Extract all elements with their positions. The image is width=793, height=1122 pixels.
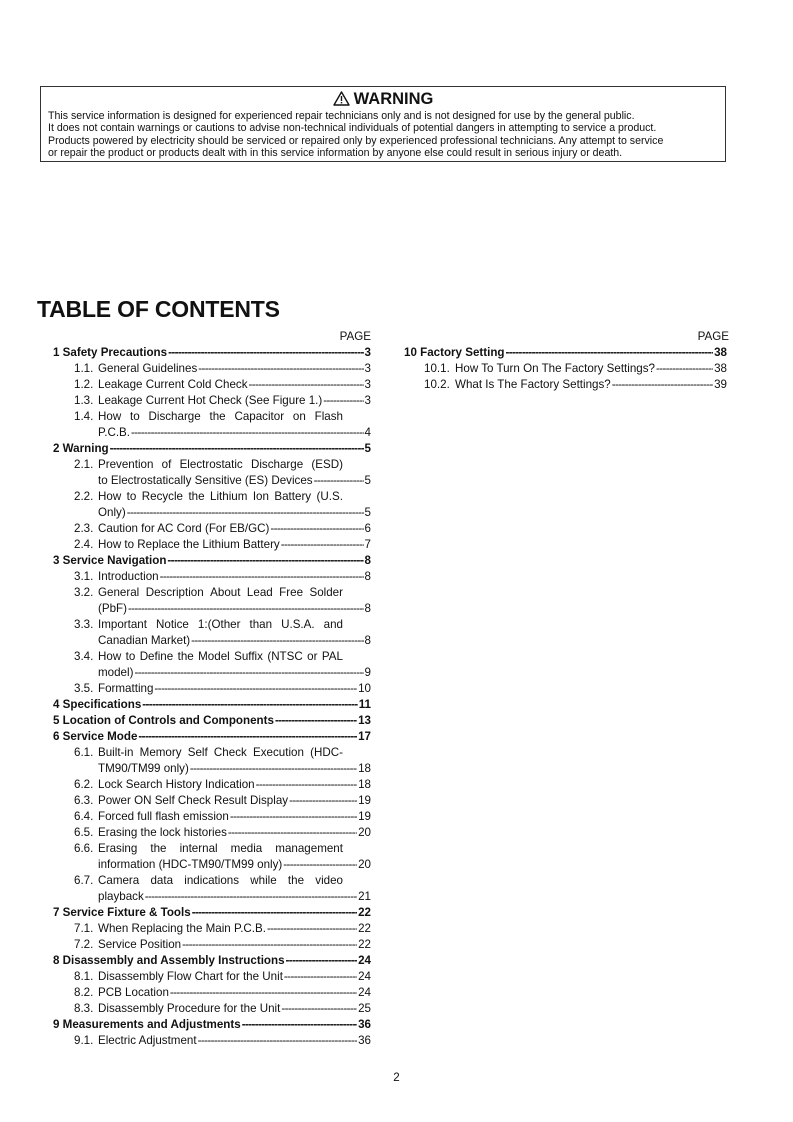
toc-entry-line [74, 393, 371, 409]
toc-word: indications [184, 874, 240, 887]
right-page-header: PAGE [697, 330, 729, 343]
toc-word: (HDC- [310, 746, 343, 759]
toc-entry-number: 3.2. [74, 586, 94, 599]
toc-entry-number: 6.5. [74, 826, 94, 839]
toc-leader-dashes [284, 969, 357, 985]
toc-word: Suffix [234, 650, 263, 663]
toc-entry-label [98, 457, 343, 473]
toc-word: to [130, 410, 140, 423]
toc-leader-dashes [168, 345, 363, 361]
toc-leader-dashes [612, 377, 713, 393]
toc-entry-number: 8.2. [74, 986, 94, 999]
toc-entry-line [53, 953, 371, 969]
toc-leader-dashes [242, 1017, 357, 1033]
toc-leader-dashes [192, 905, 357, 921]
toc-word: the [177, 650, 194, 663]
toc-entry-number: 3.1. [74, 570, 94, 583]
toc-word: of [161, 458, 172, 471]
toc-entry-number: 10.2. [424, 378, 450, 391]
toc-entry-line [74, 377, 371, 393]
toc-entry-page: 38 [714, 346, 727, 359]
toc-word: U.S.A. [281, 618, 315, 631]
toc-entry-number: 6.1. [74, 746, 94, 759]
toc-word: Self [187, 746, 208, 759]
toc-entry-label: Warning [62, 442, 109, 455]
toc-title: TABLE OF CONTENTS [37, 296, 280, 322]
toc-entry-number: 3.5. [74, 682, 94, 695]
toc-entry-page: 8 [364, 634, 371, 647]
toc-word: How [98, 650, 122, 663]
toc-entry-label: Factory Setting [420, 346, 505, 359]
toc-entry-label: model) [98, 666, 134, 679]
toc-entry-label: P.C.B. [98, 426, 131, 439]
toc-word: How [98, 490, 122, 503]
toc-word: media [230, 842, 263, 855]
toc-entry-line [98, 425, 371, 441]
toc-entry-line [98, 505, 371, 521]
page-number: 2 [393, 1071, 400, 1084]
toc-entry-label: Leakage Current Cold Check [98, 378, 248, 391]
toc-entry-label: Specifications [62, 698, 142, 711]
toc-entry-line [98, 857, 371, 873]
toc-entry-label: Measurements and Adjustments [62, 1018, 241, 1031]
toc-leader-dashes [506, 345, 714, 361]
toc-entry-number: 2.2. [74, 490, 94, 503]
toc-entry-label: Disassembly and Assembly Instructions [62, 954, 285, 967]
toc-word: on [292, 410, 306, 423]
toc-leader-dashes [131, 425, 364, 441]
warning-line: Products powered by electricity should be serviced or repaired only by experienced professional technicians. Any attempt to service [48, 134, 664, 147]
toc-entry-label: Caution for AC Cord (For EB/GC) [98, 522, 270, 535]
toc-word: than [249, 618, 273, 631]
toc-entry-label: TM90/TM99 only) [98, 762, 189, 775]
toc-entry-number: 7.1. [74, 922, 94, 935]
toc-entry-number: 6.4. [74, 810, 94, 823]
toc-entry-page: 22 [358, 938, 371, 951]
toc-entry-label: Service Navigation [62, 554, 167, 567]
toc-word: About [210, 586, 241, 599]
toc-entry-number: 8.3. [74, 1002, 94, 1015]
toc-word: the [150, 842, 167, 855]
toc-entry-number: 9 [53, 1018, 63, 1031]
toc-entry-label: Erasing the lock histories [98, 826, 227, 839]
toc-entry-line [74, 617, 343, 633]
toc-word: Solder [309, 586, 343, 599]
toc-leader-dashes [286, 953, 358, 969]
toc-entry-label: Forced full flash emission [98, 810, 229, 823]
toc-leader-dashes [230, 809, 357, 825]
toc-entry-label: Safety Precautions [62, 346, 168, 359]
toc-word: Flash [314, 410, 343, 423]
toc-entry-page: 19 [358, 810, 371, 823]
toc-entry-line [74, 1033, 371, 1049]
toc-entry-line [98, 665, 371, 681]
toc-entry-number: 7 [53, 906, 63, 919]
toc-entry-line [53, 905, 371, 921]
toc-entry-label: information (HDC-TM90/TM99 only) [98, 858, 283, 871]
toc-word: while [250, 874, 277, 887]
toc-entry-page: 20 [358, 858, 371, 871]
toc-entry-number: 6.3. [74, 794, 94, 807]
toc-entry-line [74, 409, 343, 425]
toc-leader-dashes [249, 377, 364, 393]
toc-word: to [125, 650, 136, 663]
toc-word: Camera [98, 874, 140, 887]
toc-word: video [315, 874, 343, 887]
toc-entry-label: Leakage Current Hot Check (See Figure 1.) [98, 394, 323, 407]
toc-word: Memory [139, 746, 182, 759]
toc-entry-page: 11 [358, 698, 371, 711]
warning-line: It does not contain warnings or cautions to advise non-technical individuals of potential dangers in attempting to service a product. [48, 122, 657, 135]
toc-entry-number: 8.1. [74, 970, 94, 983]
toc-leader-dashes [323, 393, 363, 409]
warning-line: or repair the product or products dealt with in this service information by anyone else could result in serious injury or death. [48, 147, 623, 160]
toc-entry-number: 10.1. [424, 362, 450, 375]
toc-entry-label: Service Position [98, 938, 182, 951]
toc-leader-dashes [154, 681, 357, 697]
toc-entry-label: PCB Location [98, 986, 169, 999]
toc-leader-dashes [110, 441, 364, 457]
toc-entry-label: Only) [98, 506, 126, 519]
toc-word: Battery [274, 490, 312, 503]
toc-entry-line [74, 873, 343, 889]
toc-entry-number: 1.2. [74, 378, 94, 391]
toc-entry-number: 3.3. [74, 618, 94, 631]
toc-entry-line [53, 713, 371, 729]
toc-entry-number: 2.1. [74, 458, 94, 471]
toc-entry-line [74, 809, 371, 825]
toc-entry-line [74, 745, 343, 761]
toc-word: the [287, 874, 305, 887]
toc-leader-dashes [228, 825, 357, 841]
toc-word: 1:(Other [197, 618, 241, 631]
toc-entry-number: 2.3. [74, 522, 94, 535]
toc-entry-label: Lock Search History Indication [98, 778, 255, 791]
toc-leader-dashes [281, 537, 364, 553]
toc-entry-label: How to Replace the Lithium Battery [98, 538, 280, 551]
toc-entry-line [74, 585, 343, 601]
toc-word: internal [179, 842, 218, 855]
toc-word: Lithium [210, 490, 248, 503]
toc-leader-dashes [145, 889, 357, 905]
toc-entry-label: Location of Controls and Components [62, 714, 274, 727]
toc-word: the [209, 410, 226, 423]
warning-line: This service information is designed for experienced repair technicians only and is not designed for use by the general public. [48, 110, 635, 122]
toc-entry-number: 7.2. [74, 938, 94, 951]
toc-word: PAL [321, 650, 343, 663]
toc-entry-line [74, 569, 371, 585]
toc-entry-label: Power ON Self Check Result Display [98, 794, 289, 807]
toc-word: Built-in [98, 746, 134, 759]
toc-leader-dashes [256, 777, 358, 793]
toc-entry-number: 2 [53, 442, 63, 455]
toc-entry-number: 1 [53, 346, 63, 359]
toc-leader-dashes [314, 473, 364, 489]
toc-entry-page: 8 [364, 570, 371, 583]
toc-leader-dashes [138, 729, 357, 745]
toc-leader-dashes [128, 601, 364, 617]
toc-word: Execution [253, 746, 304, 759]
toc-entry-page: 38 [714, 362, 727, 375]
toc-entry-number: 1.3. [74, 394, 94, 407]
toc-word: Free [279, 586, 304, 599]
toc-word: How [98, 410, 122, 423]
toc-entry-page: 24 [358, 954, 371, 967]
toc-entry-label [98, 617, 343, 633]
warning-box [40, 86, 726, 162]
toc-entry-number: 3 [53, 554, 63, 567]
toc-entry-line [53, 729, 371, 745]
toc-entry-number: 8 [53, 954, 63, 967]
toc-entry-label: playback [98, 890, 144, 903]
toc-entry-label: Formatting [98, 682, 154, 695]
toc-word: Check [213, 746, 247, 759]
toc-entry-page: 18 [358, 778, 371, 791]
toc-entry-page: 22 [358, 922, 371, 935]
toc-entry-label: (PbF) [98, 602, 127, 615]
toc-entry-label [98, 745, 343, 761]
toc-entry-number: 6.6. [74, 842, 94, 855]
toc-entry-page: 25 [358, 1002, 371, 1015]
toc-entry-number: 6.2. [74, 778, 94, 791]
toc-entry-line [74, 777, 371, 793]
toc-leader-dashes [160, 569, 364, 585]
toc-entry-page: 39 [714, 378, 727, 391]
toc-entry-label [98, 489, 343, 505]
toc-entry-line [53, 1017, 371, 1033]
toc-entry-line [98, 473, 371, 489]
toc-entry-line [98, 889, 371, 905]
toc-entry-page: 18 [358, 762, 371, 775]
toc-entry-label [98, 585, 343, 601]
toc-entry-line [74, 521, 371, 537]
toc-entry-line [424, 377, 727, 393]
toc-leader-dashes [267, 921, 357, 937]
toc-leader-dashes [281, 1001, 357, 1017]
toc-entry-number: 5 [53, 714, 63, 727]
toc-entry-label [98, 873, 343, 889]
toc-word: or [307, 650, 318, 663]
toc-word: Description [145, 586, 204, 599]
toc-entry-line [53, 553, 371, 569]
toc-leader-dashes [656, 361, 713, 377]
toc-entry-line [74, 921, 371, 937]
toc-word: data [150, 874, 174, 887]
toc-word: to [126, 490, 137, 503]
toc-entry-page: 13 [358, 714, 371, 727]
toc-entry-page: 8 [364, 602, 371, 615]
toc-entry-number: 1.4. [74, 410, 94, 423]
toc-word: Notice [156, 618, 189, 631]
toc-word: General [98, 586, 140, 599]
toc-entry-line [74, 681, 371, 697]
toc-entry-page: 5 [364, 474, 371, 487]
toc-entry-number: 1.1. [74, 362, 94, 375]
toc-leader-dashes [198, 361, 363, 377]
toc-entry-line [53, 441, 371, 457]
toc-entry-page: 21 [358, 890, 371, 903]
toc-entry-label: to Electrostatically Sensitive (ES) Devices [98, 474, 313, 487]
toc-leader-dashes [191, 633, 363, 649]
toc-leader-dashes [198, 1033, 358, 1049]
warning-text [48, 110, 721, 160]
toc-word: Capacitor [234, 410, 285, 423]
toc-entry-line [74, 969, 371, 985]
toc-entry-number: 2.4. [74, 538, 94, 551]
toc-leader-dashes [283, 857, 357, 873]
toc-entry-page: 24 [358, 970, 371, 983]
toc-entry-line [53, 345, 371, 361]
toc-leader-dashes [270, 521, 363, 537]
toc-word: Discharge [250, 458, 304, 471]
toc-word: Prevention [98, 458, 154, 471]
toc-leader-dashes [142, 697, 357, 713]
toc-word: (U.S. [316, 490, 343, 503]
toc-entry-label: Canadian Market) [98, 634, 191, 647]
toc-leader-dashes [190, 761, 357, 777]
toc-entry-label [98, 409, 343, 425]
toc-entry-number: 6 [53, 730, 63, 743]
toc-entry-label: General Guidelines [98, 362, 198, 375]
toc-entry-number: 6.7. [74, 874, 94, 887]
toc-word: Discharge [148, 410, 201, 423]
toc-entry-page: 10 [358, 682, 371, 695]
toc-entry-label [98, 649, 343, 665]
toc-entry-label: Service Fixture & Tools [62, 906, 191, 919]
toc-entry-line [74, 841, 343, 857]
toc-leader-dashes [170, 985, 357, 1001]
toc-leader-dashes [182, 937, 357, 953]
toc-entry-line [74, 825, 371, 841]
toc-word: and [323, 618, 343, 631]
toc-entry-page: 3 [364, 394, 371, 407]
toc-entry-page: 8 [364, 554, 371, 567]
toc-leader-dashes [289, 793, 357, 809]
toc-entry-label: How To Turn On The Factory Settings? [455, 362, 655, 375]
toc-entry-line [98, 761, 371, 777]
toc-entry-line [74, 457, 343, 473]
toc-entry-line [404, 345, 727, 361]
toc-entry-line [424, 361, 727, 377]
toc-entry-page: 4 [364, 426, 371, 439]
toc-word: (NTSC [267, 650, 303, 663]
toc-word: the [188, 490, 205, 503]
toc-entry-label: Disassembly Flow Chart for the Unit [98, 970, 283, 983]
toc-entry-label: Introduction [98, 570, 159, 583]
toc-entry-line [74, 985, 371, 1001]
toc-word: Define [139, 650, 174, 663]
toc-entry-page: 17 [358, 730, 371, 743]
toc-entry-page: 5 [364, 506, 371, 519]
toc-word: Recycle [141, 490, 183, 503]
toc-entry-page: 3 [364, 346, 371, 359]
toc-entry-page: 9 [364, 666, 371, 679]
toc-entry-line [74, 1001, 371, 1017]
toc-entry-page: 3 [364, 362, 371, 375]
toc-entry-page: 3 [364, 378, 371, 391]
toc-word: Model [198, 650, 230, 663]
warning-triangle-icon [333, 91, 350, 106]
toc-entry-page: 7 [364, 538, 371, 551]
warning-title-text: WARNING [353, 90, 434, 108]
toc-entry-page: 19 [358, 794, 371, 807]
toc-entry-page: 36 [358, 1034, 371, 1047]
toc-entry-label: Service Mode [62, 730, 138, 743]
toc-word: Ion [252, 490, 269, 503]
toc-leader-dashes [127, 505, 364, 521]
toc-entry-line [74, 489, 343, 505]
toc-entry-page: 20 [358, 826, 371, 839]
toc-leader-dashes [134, 665, 363, 681]
toc-word: management [275, 842, 343, 855]
toc-entry-label: When Replacing the Main P.C.B. [98, 922, 266, 935]
toc-word: Electrostatic [179, 458, 243, 471]
toc-leader-dashes [167, 553, 363, 569]
toc-entry-page: 36 [358, 1018, 371, 1031]
toc-entry-line [74, 793, 371, 809]
toc-entry-line [74, 937, 371, 953]
toc-entry-number: 10 [404, 346, 421, 359]
toc-entry-line [74, 649, 343, 665]
toc-entry-page: 22 [358, 906, 371, 919]
toc-entry-label: Disassembly Procedure for the Unit [98, 1002, 281, 1015]
toc-entry-line [53, 697, 371, 713]
toc-entry-number: 4 [53, 698, 63, 711]
toc-entry-number: 3.4. [74, 650, 94, 663]
toc-entry-label [98, 841, 343, 857]
toc-entry-line [74, 537, 371, 553]
toc-word: (ESD) [311, 458, 343, 471]
toc-word: Important [98, 618, 147, 631]
toc-entry-line [98, 633, 371, 649]
left-page-header: PAGE [339, 330, 371, 343]
toc-word: Erasing [98, 842, 138, 855]
warning-title [41, 89, 725, 109]
toc-leader-dashes [275, 713, 357, 729]
toc-entry-label: What Is The Factory Settings? [455, 378, 611, 391]
toc-entry-line [74, 361, 371, 377]
toc-entry-label: Electric Adjustment [98, 1034, 197, 1047]
toc-word: Lead [246, 586, 273, 599]
toc-entry-page: 24 [358, 986, 371, 999]
toc-entry-number: 9.1. [74, 1034, 94, 1047]
toc-entry-page: 6 [364, 522, 371, 535]
toc-entry-page: 5 [364, 442, 371, 455]
toc-entry-line [98, 601, 371, 617]
